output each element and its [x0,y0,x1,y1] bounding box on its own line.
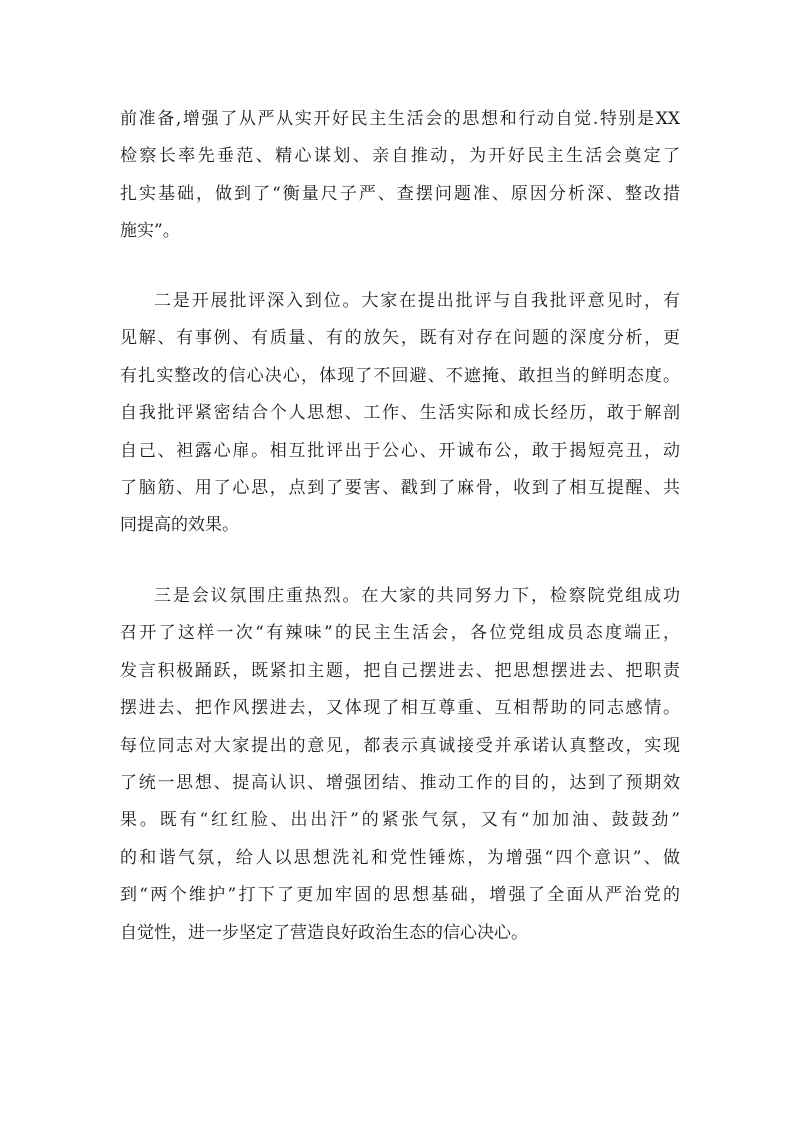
text-line: 自我批评紧密结合个人思想、工作、生活实际和成长经历，敢于解剖 [120,403,680,424]
text-line: 摆进去、把作风摆进去，又体现了相互尊重、互相帮助的同志感情。 [120,698,680,719]
paragraph-3 [120,578,680,952]
paragraph-2 [120,283,680,545]
text-line: 二是开展批评深入到位。大家在提出批评与自我批评意见时，有 [154,291,680,311]
text-line: 自己、袒露心扉。相互批评出于公心、开诚布公，敢于揭短亮丑，动 [120,440,680,461]
text-line: 到“两个维护”打下了更加牢固的思想基础，增强了全面从严治党的 [120,885,680,906]
text-line: 果。既有“红红脸、出出汗”的紧张气氛，又有“加加油、鼓鼓劲” [120,810,680,831]
paragraph-1 [120,101,680,251]
text-line: 检察长率先垂范、精心谋划、亲自推动，为开好民主生活会奠定了 [120,146,680,167]
text-line: 三是会议氛围庄重热烈。在大家的共同努力下，检察院党组成功 [154,586,680,606]
text-line: 发言积极踊跃，既紧扣主题，把自己摆进去、把思想摆进去、把职责 [120,660,680,681]
text-line: 见解、有事例、有质量、有的放矢，既有对存在问题的深度分析，更 [120,328,680,349]
text-line: 的和谐气氛，给人以思想洗礼和党性锤炼，为增强“四个意识”、做 [120,847,680,868]
text-line: 前准备,增强了从严从实开好民主生活会的思想和行动自觉.特别是XX [120,109,680,129]
text-line: 了脑筋、用了心思，点到了要害、戳到了麻骨，收到了相互提醒、共 [120,477,680,498]
text-line: 有扎实整改的信心决心，体现了不回避、不遮掩、敢担当的鲜明态度。 [120,365,680,386]
text-line: 了统一思想、提高认识、增强团结、推动工作的目的，达到了预期效 [120,772,680,793]
text-line: 每位同志对大家提出的意见，都表示真诚接受并承诺认真整改，实现 [120,735,680,756]
text-line: 施实”。 [120,221,180,242]
text-line: 召开了这样一次“有辣味”的民主生活会，各位党组成员态度端正， [120,623,680,644]
text-line: 同提高的效果。 [120,515,239,536]
text-line: 扎实基础，做到了“衡量尺子严、查摆问题准、原因分析深、整改措 [120,183,680,204]
text-line: 自觉性，进一步坚定了营造良好政治生态的信心决心。 [120,922,528,943]
